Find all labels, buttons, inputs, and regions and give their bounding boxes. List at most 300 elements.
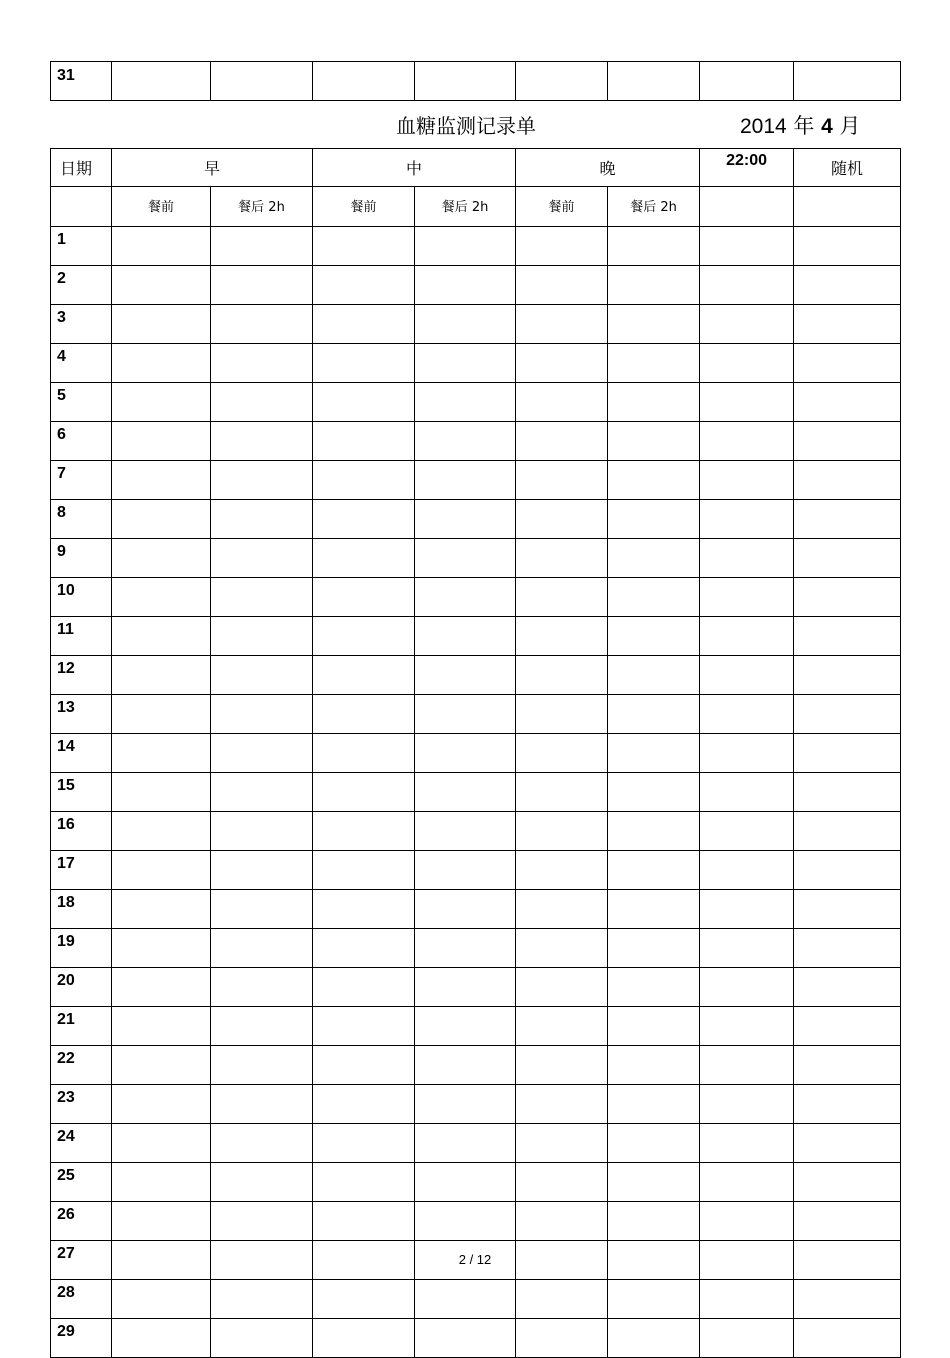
entry-cell[interactable] bbox=[415, 851, 516, 890]
entry-cell[interactable] bbox=[516, 1085, 608, 1124]
table-row bbox=[51, 890, 901, 929]
day-number: 23 bbox=[51, 1085, 112, 1124]
month-unit: 月 bbox=[839, 114, 861, 138]
entry-cell[interactable] bbox=[211, 851, 313, 890]
day-number: 13 bbox=[51, 695, 112, 734]
entry-cell[interactable] bbox=[415, 344, 516, 383]
entry-cell[interactable] bbox=[700, 1319, 794, 1358]
entry-cell[interactable] bbox=[211, 1319, 313, 1358]
entry-cell[interactable] bbox=[313, 227, 415, 266]
entry-cell[interactable] bbox=[516, 656, 608, 695]
entry-cell[interactable] bbox=[794, 344, 901, 383]
entry-cell[interactable] bbox=[112, 500, 211, 539]
entry-cell[interactable] bbox=[608, 1280, 700, 1319]
entry-cell[interactable] bbox=[516, 695, 608, 734]
entry-cell[interactable] bbox=[608, 227, 700, 266]
entry-cell[interactable] bbox=[608, 1319, 700, 1358]
entry-cell[interactable] bbox=[794, 851, 901, 890]
entry-cell[interactable] bbox=[313, 1085, 415, 1124]
entry-cell[interactable] bbox=[700, 656, 794, 695]
entry-cell[interactable] bbox=[516, 539, 608, 578]
entry-cell[interactable] bbox=[112, 890, 211, 929]
entry-cell[interactable] bbox=[700, 1280, 794, 1319]
entry-cell[interactable] bbox=[415, 1202, 516, 1241]
entry-cell[interactable] bbox=[313, 266, 415, 305]
entry-cell[interactable] bbox=[415, 305, 516, 344]
entry-cell[interactable] bbox=[112, 656, 211, 695]
entry-cell[interactable] bbox=[608, 266, 700, 305]
entry-cell[interactable] bbox=[608, 539, 700, 578]
day-number: 9 bbox=[51, 539, 112, 578]
entry-cell[interactable] bbox=[608, 656, 700, 695]
entry-cell[interactable] bbox=[415, 1163, 516, 1202]
entry-cell[interactable] bbox=[313, 1202, 415, 1241]
entry-cell[interactable] bbox=[211, 266, 313, 305]
entry-cell[interactable] bbox=[211, 695, 313, 734]
subheader-empty bbox=[51, 187, 112, 227]
entry-cell[interactable] bbox=[313, 812, 415, 851]
entry-cell[interactable] bbox=[415, 695, 516, 734]
entry-cell[interactable] bbox=[608, 305, 700, 344]
month-value: 4 bbox=[821, 115, 833, 138]
entry-cell[interactable] bbox=[516, 422, 608, 461]
day-number: 18 bbox=[51, 890, 112, 929]
entry-cell[interactable] bbox=[608, 1163, 700, 1202]
entry-cell[interactable] bbox=[211, 1163, 313, 1202]
day-number: 2 bbox=[51, 266, 112, 305]
entry-cell[interactable] bbox=[313, 851, 415, 890]
entry-cell[interactable] bbox=[112, 617, 211, 656]
entry-cell[interactable] bbox=[608, 890, 700, 929]
entry-cell[interactable] bbox=[794, 968, 901, 1007]
entry-cell[interactable] bbox=[700, 1124, 794, 1163]
entry-cell[interactable] bbox=[794, 929, 901, 968]
entry-cell[interactable] bbox=[211, 656, 313, 695]
entry-cell[interactable] bbox=[112, 461, 211, 500]
day-number: 24 bbox=[51, 1124, 112, 1163]
entry-cell[interactable] bbox=[700, 539, 794, 578]
entry-cell[interactable] bbox=[211, 929, 313, 968]
entry-cell[interactable] bbox=[112, 1280, 211, 1319]
header-lunch: 中 bbox=[313, 149, 516, 187]
table-row bbox=[51, 1202, 901, 1241]
entry-cell[interactable] bbox=[794, 812, 901, 851]
entry-cell[interactable] bbox=[112, 1124, 211, 1163]
entry-cell[interactable] bbox=[112, 266, 211, 305]
entry-cell[interactable] bbox=[700, 227, 794, 266]
day-rows bbox=[51, 227, 901, 1358]
entry-cell[interactable] bbox=[112, 1046, 211, 1085]
day-number: 12 bbox=[51, 656, 112, 695]
entry-cell[interactable] bbox=[700, 461, 794, 500]
entry-cell[interactable] bbox=[516, 812, 608, 851]
entry-cell[interactable] bbox=[211, 890, 313, 929]
table-row bbox=[51, 929, 901, 968]
entry-cell[interactable] bbox=[516, 1124, 608, 1163]
entry-cell[interactable] bbox=[415, 773, 516, 812]
entry-cell[interactable] bbox=[516, 1202, 608, 1241]
entry-cell[interactable] bbox=[608, 1046, 700, 1085]
entry-cell[interactable] bbox=[608, 344, 700, 383]
entry-cell[interactable] bbox=[608, 968, 700, 1007]
entry-cell[interactable] bbox=[415, 890, 516, 929]
entry-cell[interactable] bbox=[608, 500, 700, 539]
entry-cell[interactable] bbox=[313, 1319, 415, 1358]
lunch-after-meal: 餐后 2h bbox=[415, 187, 516, 227]
entry-cell[interactable] bbox=[313, 1163, 415, 1202]
entry-cell[interactable] bbox=[211, 539, 313, 578]
entry-cell[interactable] bbox=[112, 812, 211, 851]
entry-cell[interactable] bbox=[112, 1163, 211, 1202]
entry-cell[interactable] bbox=[516, 968, 608, 1007]
table-row bbox=[51, 734, 901, 773]
entry-cell[interactable] bbox=[112, 695, 211, 734]
header-breakfast: 早 bbox=[112, 149, 313, 187]
entry-cell[interactable] bbox=[516, 1280, 608, 1319]
header-row bbox=[51, 149, 901, 187]
header-time-2200: 22:00 bbox=[700, 149, 794, 187]
table-row bbox=[51, 1007, 901, 1046]
entry-cell[interactable] bbox=[700, 734, 794, 773]
entry-cell[interactable] bbox=[700, 617, 794, 656]
entry-cell[interactable] bbox=[794, 1085, 901, 1124]
entry-cell[interactable] bbox=[313, 344, 415, 383]
entry-cell[interactable] bbox=[415, 968, 516, 1007]
entry-cell[interactable] bbox=[608, 1085, 700, 1124]
entry-cell[interactable] bbox=[313, 890, 415, 929]
entry-cell[interactable] bbox=[700, 500, 794, 539]
day-number: 3 bbox=[51, 305, 112, 344]
entry-cell[interactable] bbox=[313, 695, 415, 734]
day-number: 31 bbox=[51, 62, 112, 101]
breakfast-after-meal: 餐后 2h bbox=[211, 187, 313, 227]
header-date: 日期 bbox=[51, 149, 112, 187]
entry-cell[interactable] bbox=[112, 851, 211, 890]
entry-cell[interactable] bbox=[415, 227, 516, 266]
entry-cell[interactable] bbox=[516, 266, 608, 305]
dinner-after-meal: 餐后 2h bbox=[608, 187, 700, 227]
table-row-day-31 bbox=[51, 62, 901, 101]
entry-cell[interactable] bbox=[211, 305, 313, 344]
entry-cell[interactable] bbox=[211, 734, 313, 773]
entry-cell[interactable] bbox=[313, 539, 415, 578]
table-row bbox=[51, 227, 901, 266]
entry-cell[interactable] bbox=[516, 890, 608, 929]
entry-cell[interactable] bbox=[313, 383, 415, 422]
entry-cell[interactable] bbox=[211, 461, 313, 500]
entry-cell[interactable] bbox=[794, 227, 901, 266]
entry-cell[interactable] bbox=[608, 773, 700, 812]
entry-cell[interactable] bbox=[313, 500, 415, 539]
entry-cell[interactable] bbox=[112, 1319, 211, 1358]
entry-cell[interactable] bbox=[415, 656, 516, 695]
entry-cell[interactable] bbox=[415, 461, 516, 500]
entry-cell[interactable] bbox=[313, 62, 415, 101]
entry-cell[interactable] bbox=[608, 383, 700, 422]
entry-cell[interactable] bbox=[112, 383, 211, 422]
entry-cell[interactable] bbox=[700, 773, 794, 812]
lunch-before-meal: 餐前 bbox=[313, 187, 415, 227]
entry-cell[interactable] bbox=[516, 773, 608, 812]
header-dinner: 晚 bbox=[516, 149, 700, 187]
table-row bbox=[51, 968, 901, 1007]
entry-cell[interactable] bbox=[211, 1124, 313, 1163]
entry-cell[interactable] bbox=[608, 734, 700, 773]
entry-cell[interactable] bbox=[700, 383, 794, 422]
entry-cell[interactable] bbox=[211, 1007, 313, 1046]
day-number: 25 bbox=[51, 1163, 112, 1202]
entry-cell[interactable] bbox=[415, 1124, 516, 1163]
entry-cell[interactable] bbox=[516, 500, 608, 539]
entry-cell[interactable] bbox=[700, 695, 794, 734]
entry-cell[interactable] bbox=[794, 1007, 901, 1046]
entry-cell[interactable] bbox=[313, 305, 415, 344]
entry-cell[interactable] bbox=[700, 1202, 794, 1241]
day-number: 29 bbox=[51, 1319, 112, 1358]
entry-cell[interactable] bbox=[608, 1124, 700, 1163]
entry-cell[interactable] bbox=[112, 344, 211, 383]
day-number: 11 bbox=[51, 617, 112, 656]
entry-cell[interactable] bbox=[700, 344, 794, 383]
header-random: 随机 bbox=[794, 149, 901, 187]
day-number: 6 bbox=[51, 422, 112, 461]
day-number: 10 bbox=[51, 578, 112, 617]
day-number: 5 bbox=[51, 383, 112, 422]
entry-cell[interactable] bbox=[794, 461, 901, 500]
table-row bbox=[51, 305, 901, 344]
entry-cell[interactable] bbox=[700, 1007, 794, 1046]
table-row bbox=[51, 578, 901, 617]
entry-cell[interactable] bbox=[415, 62, 516, 101]
entry-cell[interactable] bbox=[211, 1280, 313, 1319]
entry-cell[interactable] bbox=[608, 929, 700, 968]
entry-cell[interactable] bbox=[313, 578, 415, 617]
entry-cell[interactable] bbox=[112, 968, 211, 1007]
entry-cell[interactable] bbox=[516, 617, 608, 656]
entry-cell[interactable] bbox=[211, 62, 313, 101]
entry-cell[interactable] bbox=[112, 929, 211, 968]
entry-cell[interactable] bbox=[794, 734, 901, 773]
entry-cell[interactable] bbox=[313, 1124, 415, 1163]
entry-cell[interactable] bbox=[112, 422, 211, 461]
table-row bbox=[51, 773, 901, 812]
entry-cell[interactable] bbox=[794, 617, 901, 656]
entry-cell[interactable] bbox=[794, 62, 901, 101]
entry-cell[interactable] bbox=[415, 422, 516, 461]
entry-cell[interactable] bbox=[608, 1202, 700, 1241]
table-row bbox=[51, 617, 901, 656]
entry-cell[interactable] bbox=[700, 62, 794, 101]
entry-cell[interactable] bbox=[516, 1163, 608, 1202]
entry-cell[interactable] bbox=[415, 1319, 516, 1358]
entry-cell[interactable] bbox=[112, 773, 211, 812]
entry-cell[interactable] bbox=[794, 578, 901, 617]
entry-cell[interactable] bbox=[794, 695, 901, 734]
entry-cell[interactable] bbox=[313, 734, 415, 773]
entry-cell[interactable] bbox=[700, 266, 794, 305]
entry-cell[interactable] bbox=[415, 1007, 516, 1046]
entry-cell[interactable] bbox=[211, 773, 313, 812]
entry-cell[interactable] bbox=[211, 383, 313, 422]
entry-cell[interactable] bbox=[608, 422, 700, 461]
entry-cell[interactable] bbox=[211, 344, 313, 383]
table-row bbox=[51, 539, 901, 578]
entry-cell[interactable] bbox=[700, 1163, 794, 1202]
entry-cell[interactable] bbox=[313, 617, 415, 656]
entry-cell[interactable] bbox=[794, 1163, 901, 1202]
entry-cell[interactable] bbox=[415, 812, 516, 851]
entry-cell[interactable] bbox=[516, 578, 608, 617]
entry-cell[interactable] bbox=[794, 539, 901, 578]
entry-cell[interactable] bbox=[415, 1280, 516, 1319]
entry-cell[interactable] bbox=[415, 617, 516, 656]
entry-cell[interactable] bbox=[211, 422, 313, 461]
entry-cell[interactable] bbox=[700, 812, 794, 851]
entry-cell[interactable] bbox=[608, 461, 700, 500]
day-number: 16 bbox=[51, 812, 112, 851]
entry-cell[interactable] bbox=[794, 1046, 901, 1085]
entry-cell[interactable] bbox=[608, 812, 700, 851]
entry-cell[interactable] bbox=[415, 500, 516, 539]
entry-cell[interactable] bbox=[313, 1007, 415, 1046]
year-month-label bbox=[740, 110, 860, 140]
entry-cell[interactable] bbox=[700, 305, 794, 344]
entry-cell[interactable] bbox=[516, 1319, 608, 1358]
entry-cell[interactable] bbox=[608, 695, 700, 734]
subheader-empty bbox=[794, 187, 901, 227]
table-row bbox=[51, 1280, 901, 1319]
entry-cell[interactable] bbox=[415, 539, 516, 578]
entry-cell[interactable] bbox=[415, 734, 516, 773]
entry-cell[interactable] bbox=[112, 1085, 211, 1124]
entry-cell[interactable] bbox=[700, 890, 794, 929]
entry-cell[interactable] bbox=[794, 1280, 901, 1319]
entry-cell[interactable] bbox=[516, 851, 608, 890]
entry-cell[interactable] bbox=[313, 1280, 415, 1319]
entry-cell[interactable] bbox=[794, 656, 901, 695]
entry-cell[interactable] bbox=[794, 305, 901, 344]
subheader-empty bbox=[700, 187, 794, 227]
table-row bbox=[51, 656, 901, 695]
page-number: 2 / 12 bbox=[458, 1252, 492, 1267]
glucose-record-table bbox=[50, 148, 901, 1358]
entry-cell[interactable] bbox=[211, 578, 313, 617]
entry-cell[interactable] bbox=[608, 617, 700, 656]
entry-cell[interactable] bbox=[415, 266, 516, 305]
entry-cell[interactable] bbox=[313, 656, 415, 695]
table-row bbox=[51, 383, 901, 422]
entry-cell[interactable] bbox=[516, 734, 608, 773]
entry-cell[interactable] bbox=[516, 461, 608, 500]
entry-cell[interactable] bbox=[700, 1085, 794, 1124]
entry-cell[interactable] bbox=[608, 1007, 700, 1046]
table-row bbox=[51, 1163, 901, 1202]
entry-cell[interactable] bbox=[415, 1046, 516, 1085]
entry-cell[interactable] bbox=[313, 422, 415, 461]
table-row bbox=[51, 1124, 901, 1163]
entry-cell[interactable] bbox=[794, 500, 901, 539]
table-row bbox=[51, 1319, 901, 1358]
entry-cell[interactable] bbox=[211, 1202, 313, 1241]
day-number: 15 bbox=[51, 773, 112, 812]
entry-cell[interactable] bbox=[211, 500, 313, 539]
entry-cell[interactable] bbox=[112, 227, 211, 266]
entry-cell[interactable] bbox=[313, 1046, 415, 1085]
entry-cell[interactable] bbox=[313, 968, 415, 1007]
entry-cell[interactable] bbox=[112, 578, 211, 617]
table-row bbox=[51, 1046, 901, 1085]
entry-cell[interactable] bbox=[211, 812, 313, 851]
entry-cell[interactable] bbox=[608, 62, 700, 101]
table-row bbox=[51, 422, 901, 461]
entry-cell[interactable] bbox=[608, 851, 700, 890]
entry-cell[interactable] bbox=[516, 1007, 608, 1046]
entry-cell[interactable] bbox=[415, 578, 516, 617]
entry-cell[interactable] bbox=[700, 968, 794, 1007]
breakfast-before-meal: 餐前 bbox=[112, 187, 211, 227]
table-row bbox=[51, 266, 901, 305]
entry-cell[interactable] bbox=[794, 890, 901, 929]
entry-cell[interactable] bbox=[794, 1319, 901, 1358]
entry-cell[interactable] bbox=[516, 62, 608, 101]
entry-cell[interactable] bbox=[700, 851, 794, 890]
day-number: 20 bbox=[51, 968, 112, 1007]
entry-cell[interactable] bbox=[415, 1085, 516, 1124]
entry-cell[interactable] bbox=[516, 305, 608, 344]
entry-cell[interactable] bbox=[112, 539, 211, 578]
entry-cell[interactable] bbox=[211, 617, 313, 656]
entry-cell[interactable] bbox=[794, 422, 901, 461]
entry-cell[interactable] bbox=[313, 929, 415, 968]
entry-cell[interactable] bbox=[608, 578, 700, 617]
entry-cell[interactable] bbox=[516, 929, 608, 968]
entry-cell[interactable] bbox=[794, 1202, 901, 1241]
day-number: 22 bbox=[51, 1046, 112, 1085]
entry-cell[interactable] bbox=[516, 1046, 608, 1085]
table-row bbox=[51, 695, 901, 734]
entry-cell[interactable] bbox=[794, 383, 901, 422]
year-value: 2014 bbox=[740, 115, 787, 138]
table-row bbox=[51, 1085, 901, 1124]
entry-cell[interactable] bbox=[112, 734, 211, 773]
subheader-row bbox=[51, 187, 901, 227]
entry-cell[interactable] bbox=[794, 773, 901, 812]
entry-cell[interactable] bbox=[112, 62, 211, 101]
entry-cell[interactable] bbox=[700, 1046, 794, 1085]
entry-cell[interactable] bbox=[794, 266, 901, 305]
entry-cell[interactable] bbox=[516, 227, 608, 266]
entry-cell[interactable] bbox=[112, 1007, 211, 1046]
entry-cell[interactable] bbox=[516, 344, 608, 383]
entry-cell[interactable] bbox=[700, 578, 794, 617]
entry-cell[interactable] bbox=[415, 383, 516, 422]
entry-cell[interactable] bbox=[700, 422, 794, 461]
table-row bbox=[51, 500, 901, 539]
entry-cell[interactable] bbox=[211, 1046, 313, 1085]
entry-cell[interactable] bbox=[794, 1124, 901, 1163]
entry-cell[interactable] bbox=[211, 968, 313, 1007]
entry-cell[interactable] bbox=[211, 227, 313, 266]
table-row bbox=[51, 344, 901, 383]
entry-cell[interactable] bbox=[313, 773, 415, 812]
entry-cell[interactable] bbox=[112, 1202, 211, 1241]
entry-cell[interactable] bbox=[700, 929, 794, 968]
entry-cell[interactable] bbox=[112, 305, 211, 344]
entry-cell[interactable] bbox=[415, 929, 516, 968]
entry-cell[interactable] bbox=[313, 461, 415, 500]
entry-cell[interactable] bbox=[211, 1085, 313, 1124]
entry-cell[interactable] bbox=[516, 383, 608, 422]
